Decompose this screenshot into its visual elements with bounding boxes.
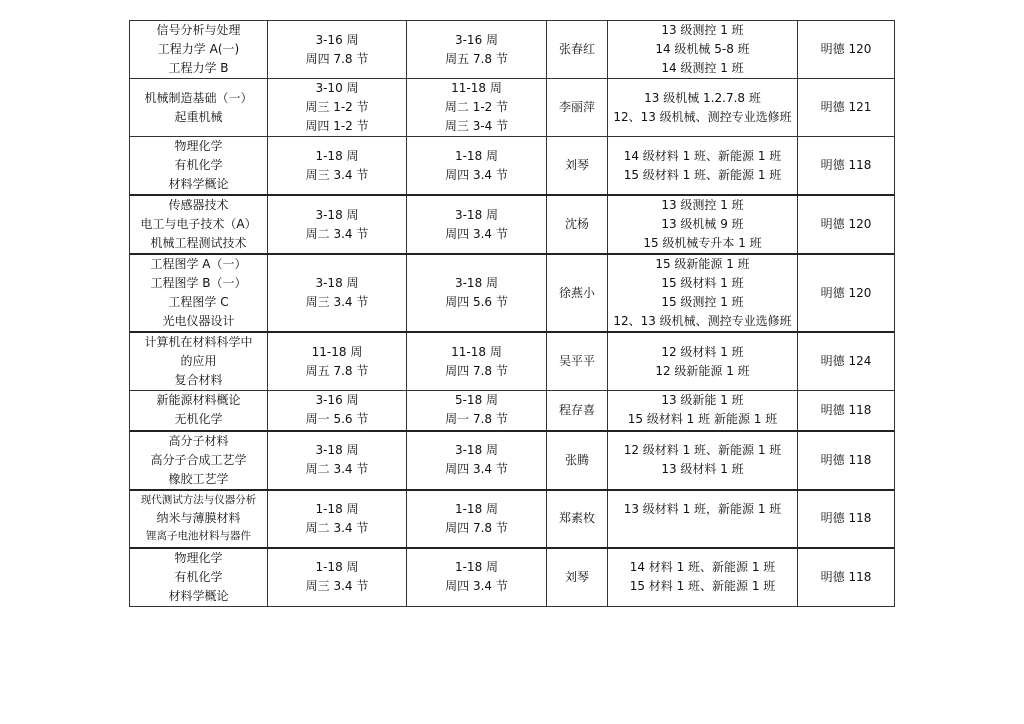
week-range: 1-18 周 [454,560,499,574]
first-session-cell [268,254,407,332]
class-group: 13 级测控 1 班 [661,198,744,212]
course-names-cell [130,431,268,490]
class-group: 15 级材料 1 班 新能源 1 班 [627,412,778,427]
session-time: 周二 3.4 节 [305,520,369,535]
class-group: 13 级机械 9 班 [661,217,744,231]
classroom-cell [798,254,895,332]
course-name: 工程图学 B（一） [150,276,247,290]
classroom: 明德 118 [820,402,872,417]
course-names-cell [130,79,268,137]
week-range: 3-16 周 [454,32,499,47]
class-group: 13 级新能 1 班 [661,393,744,408]
teacher-name: 沈杨 [564,217,589,231]
class-group: 12 级材料 1 班 [661,344,744,359]
course-name: 机械制造基础（一） [144,90,253,105]
week-range: 3-16 周 [315,32,359,47]
teacher-name: 李丽萍 [558,100,595,114]
class-group: 15 材料 1 班、新能源 1 班 [629,579,776,593]
course-name: 纳米与薄膜材料 [156,511,241,525]
classroom-cell [798,332,895,391]
class-group: 14 级测控 1 班 [661,61,744,75]
week-range: 3-18 周 [454,207,499,222]
course-name: 电工与电子技术（A） [140,217,257,231]
course-name: 传感器技术 [168,198,229,212]
week-range: 3-10 周 [315,81,359,95]
week-range: 11-18 周 [451,81,502,95]
course-name: 光电仪器设计 [162,314,235,328]
classroom: 明德 118 [820,511,872,525]
table-row [130,79,895,137]
class-groups-cell [608,332,798,391]
session-time: 周四 3.4 节 [445,226,508,241]
classroom: 明德 120 [820,217,872,231]
course-name: 材料学概论 [168,588,229,603]
session-time: 周二 1-2 节 [444,100,509,114]
teacher-name: 徐燕小 [558,285,595,300]
first-session-cell [268,137,407,196]
week-range: 3-16 周 [315,393,359,408]
course-name: 无机化学 [174,412,223,427]
classroom-cell [798,21,895,79]
course-names-cell [130,548,268,607]
second-session-cell [407,195,547,254]
session-time: 周四 5.6 节 [445,295,508,309]
table-row [130,391,895,431]
classroom: 明德 120 [820,285,872,300]
class-group: 14 级材料 1 班、新能源 1 班 [623,148,782,163]
teacher-cell [547,332,608,391]
first-session-cell [268,490,407,548]
second-session-cell [407,332,547,391]
classroom-cell [798,137,895,196]
classroom: 明德 118 [820,158,872,172]
teacher-name: 刘琴 [564,569,589,584]
teacher-cell [547,490,608,548]
second-session-cell [407,391,547,431]
teacher-cell [547,21,608,79]
course-name: 现代测试方法与仪器分析 [140,494,257,506]
session-time: 周二 3.4 节 [305,226,369,241]
class-group: 12、13 级机械、测控专业选修班 [613,109,792,124]
class-group: 12 级材料 1 班、新能源 1 班 [623,443,782,457]
session-time: 周三 1-2 节 [305,100,369,114]
course-names-cell [130,490,268,548]
first-session-cell [268,21,407,79]
week-range: 1-18 周 [315,148,359,163]
classroom-cell [798,431,895,490]
classroom-cell [798,79,895,137]
course-name: 锂离子电池材料与器件 [146,530,251,542]
teacher-name: 刘琴 [564,158,589,172]
course-name: 有机化学 [174,569,223,584]
course-name: 橡胶工艺学 [168,471,229,486]
class-groups-cell [608,548,798,607]
session-time: 周四 3.4 节 [445,579,508,593]
course-name: 工程力学 B [168,61,229,75]
teacher-name: 程存喜 [558,402,595,417]
teacher-cell [547,391,608,431]
course-name: 起重机械 [174,109,223,124]
first-session-cell [268,195,407,254]
class-groups-cell [608,21,798,79]
course-name: 计算机在材料科学中 [144,335,253,349]
teacher-cell [547,548,608,607]
classroom: 明德 120 [820,42,872,56]
session-time: 周三 3.4 节 [305,579,369,593]
classroom: 明德 121 [820,100,872,114]
teacher-name: 吴平平 [558,354,595,368]
course-names-cell [130,137,268,196]
teacher-name: 郑素枚 [558,511,595,525]
class-groups-cell [608,391,798,431]
session-time: 周三 3.4 节 [305,167,369,182]
class-group: 15 级新能源 1 班 [655,257,750,271]
session-time: 周四 7.8 节 [445,520,508,535]
session-time: 周四 7.8 节 [305,51,369,66]
first-session-cell [268,79,407,137]
course-names-cell [130,254,268,332]
session-time: 周一 7.8 节 [445,412,508,427]
class-group: 12、13 级机械、测控专业选修班 [613,314,792,328]
course-name: 工程图学 C [168,295,229,309]
table-row [130,137,895,196]
session-time: 周五 7.8 节 [445,51,508,66]
second-session-cell [407,548,547,607]
teacher-name: 张春红 [558,42,595,56]
table-row [130,21,895,79]
teacher-cell [547,254,608,332]
week-range: 1-18 周 [454,148,499,163]
class-group: 13 级机械 1.2.7.8 班 [644,90,761,105]
course-names-cell [130,21,268,79]
session-time: 周四 1-2 节 [305,119,369,133]
week-range: 3-18 周 [454,276,499,290]
class-groups-cell [608,195,798,254]
week-range: 11-18 周 [311,344,363,359]
second-session-cell [407,490,547,548]
course-name: 工程力学 A(一) [157,42,240,56]
week-range: 3-18 周 [315,443,359,457]
session-time: 周二 3.4 节 [305,462,369,476]
second-session-cell [407,21,547,79]
teacher-cell [547,79,608,137]
week-range: 1-18 周 [315,560,359,574]
course-names-cell [130,195,268,254]
classroom: 明德 118 [820,452,872,467]
class-group: 15 级机械专升本 1 班 [643,236,762,250]
class-groups-cell [608,254,798,332]
class-groups-cell [608,431,798,490]
table-row [130,332,895,391]
class-group: 14 材料 1 班、新能源 1 班 [629,560,776,574]
class-group: 15 级测控 1 班 [661,295,744,309]
course-name: 材料学概论 [168,177,229,191]
second-session-cell [407,137,547,196]
table-row [130,195,895,254]
week-range: 1-18 周 [315,501,359,516]
teacher-cell [547,137,608,196]
second-session-cell [407,79,547,137]
second-session-cell [407,431,547,490]
course-name: 信号分析与处理 [156,23,241,37]
week-range: 3-18 周 [454,443,499,457]
course-name: 工程图学 A（一） [150,257,247,271]
session-time: 周五 7.8 节 [305,363,369,378]
week-range: 11-18 周 [451,344,502,359]
teacher-name: 张腾 [564,452,589,467]
class-group: 13 级材料 1 班，新能源 1 班 [623,501,782,516]
session-time: 周一 5.6 节 [305,412,369,427]
week-range: 5-18 周 [454,393,499,408]
class-group: 13 级材料 1 班 [661,462,744,476]
week-range: 1-18 周 [454,501,499,516]
table-row [130,548,895,607]
first-session-cell [268,391,407,431]
classroom-cell [798,490,895,548]
course-name: 的应用 [180,354,217,368]
class-group: 14 级机械 5-8 班 [655,42,750,56]
classroom-cell [798,195,895,254]
classroom-cell [798,548,895,607]
course-names-cell [130,391,268,431]
first-session-cell [268,431,407,490]
course-name: 复合材料 [174,373,223,387]
second-session-cell [407,254,547,332]
course-name: 高分子材料 [168,433,229,448]
teacher-cell [547,431,608,490]
course-names-cell [130,332,268,391]
week-range: 3-18 周 [315,276,359,290]
class-groups-cell [608,137,798,196]
classroom: 明德 124 [820,354,872,368]
week-range: 3-18 周 [315,207,359,222]
classroom: 明德 118 [820,569,872,584]
class-group: 15 级材料 1 班、新能源 1 班 [623,167,782,182]
table-row [130,431,895,490]
session-time: 周三 3.4 节 [305,295,369,309]
class-groups-cell [608,79,798,137]
course-name: 物理化学 [174,139,223,153]
table-row [130,254,895,332]
session-time: 周四 3.4 节 [445,167,508,182]
session-time: 周四 7.8 节 [445,363,508,378]
class-groups-cell [608,490,798,548]
teacher-cell [547,195,608,254]
course-name: 物理化学 [174,550,223,565]
schedule-table [129,20,895,607]
first-session-cell [268,332,407,391]
class-group [608,519,797,538]
class-group: 15 级材料 1 班 [661,276,744,290]
session-time: 周三 3-4 节 [444,119,509,133]
class-group: 12 级新能源 1 班 [655,363,750,378]
course-name: 高分子合成工艺学 [150,452,247,467]
first-session-cell [268,548,407,607]
course-name: 新能源材料概论 [156,393,241,408]
classroom-cell [798,391,895,431]
class-group: 13 级测控 1 班 [661,23,744,37]
course-name: 有机化学 [174,158,223,172]
table-row [130,490,895,548]
session-time: 周四 3.4 节 [445,462,508,476]
course-name: 机械工程测试技术 [150,236,247,250]
